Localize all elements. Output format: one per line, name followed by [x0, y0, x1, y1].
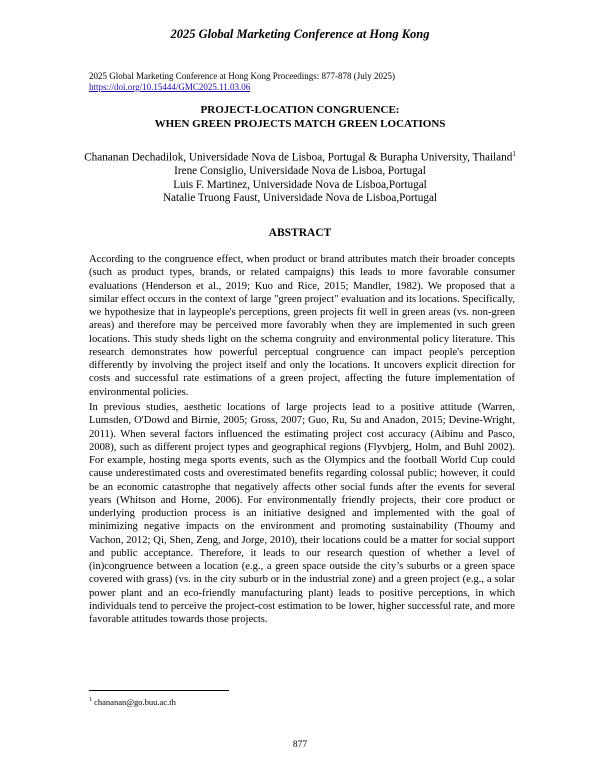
abstract-heading: ABSTRACT [268, 227, 332, 239]
footnote-ref[interactable]: 1 [512, 150, 516, 158]
proceedings-citation: 2025 Global Marketing Conference at Hong Kong Proceedings: 877-878 (July 2025) [89, 71, 395, 81]
author-2: Irene Consiglio, Universidade Nova de Lisboa, Portugal [174, 165, 426, 178]
proceedings-info [89, 71, 529, 93]
page-number: 877 [292, 740, 308, 750]
author-4: Natalie Truong Faust, Universidade Nova de Lisboa,Portugal [162, 192, 438, 205]
abstract-paragraph-1: According to the congruence effect, when product or brand attributes match their broader concepts (such as product types, brands, or related campaigns) this leads to more favorable consumer evaluations (Henderson et al., 2019; Kuo and Rice, 2015; Mandler, 1982). We proposed that a similar effect occurs in the context of large "green project" evaluation and its locations. Specifically, we hypothesize that in laypeople's perceptions, green projects fit well in green areas (vs. non-green areas) and therefore may be perceived more favorably when they are implemented in such green locations. This study sheds light on the schema congruity and environmental policy literature. This research demonstrates how powerful perceptual congruence can impact people's perception differently by involving the project itself and only the locations. It uncovers explicit direction for costs and successful rate estimations of a green project, affecting the future implementation of environmental policies. [89, 254, 515, 398]
author-1-text: Chananan Dechadilok, Universidade Nova de Lisboa, Portugal & Burapha University, Thailand [84, 151, 513, 164]
paper-title [60, 103, 540, 131]
author-1 [60, 148, 540, 165]
title-line-2: WHEN GREEN PROJECTS MATCH GREEN LOCATIONS [154, 118, 446, 130]
footnote-mark: 1 [89, 697, 92, 704]
author-list [60, 148, 540, 206]
footnote-divider [89, 690, 229, 691]
running-head: 2025 Global Marketing Conference at Hong Kong [170, 27, 430, 41]
title-line-1: PROJECT-LOCATION CONGRUENCE: [200, 104, 400, 116]
abstract-paragraph-2: In previous studies, aesthetic locations of large projects lead to a positive attitude (Warren, Lumsden, O'Dowd and Birnie, 2005; Gross, 2007; Guo, Ru, Su and Anadon, 2015; Devine-Wright, 2011). When several factors influenced the estimating project cost accuracy (Aibinu and Pasco, 2008), such as different project types and geographical regions (Flyvbjerg, Holm, and Buhl 2002). For example, hosting mega sports events, such as the Olympics and the football World Cup could cause underestimated costs and overestimated benefits regarding colossal public; however, it could be an economic catastrophe that negatively affects other social funds after the events for several years (Whitson and Horne, 2006). For environmentally friendly projects, their core product or underlying production process is an initiative designed and implemented with the goal of minimizing negative impacts on the environment and promoting sustainability (Thoumy and Vachon, 2012; Qi, Shen, Zeng, and Jorge, 2010), their locations could be a matter for social support and public acceptance. Therefore, it leads to our research question of whether a level of (in)congruence between a location (e.g., a green space outside the city’s suburbs or a green space covered with grass) (vs. in the city suburb or in the industrial zone) and a green project (e.g., a solar power plant and an eco-friendly manufacturing plant) leads to positive perceptions, in which individuals tend to perceive the project-cost estimation to be lower, higher successful rate, and more favorable attitudes towards those projects. [89, 402, 515, 625]
footnote [89, 697, 176, 707]
footnote-email: chananan@go.buu.ac.th [92, 697, 176, 707]
author-3: Luis F. Martinez, Universidade Nova de Lisboa,Portugal [173, 178, 427, 191]
doi-link[interactable]: https://doi.org/10.15444/GMC2025.11.03.06 [89, 82, 251, 92]
